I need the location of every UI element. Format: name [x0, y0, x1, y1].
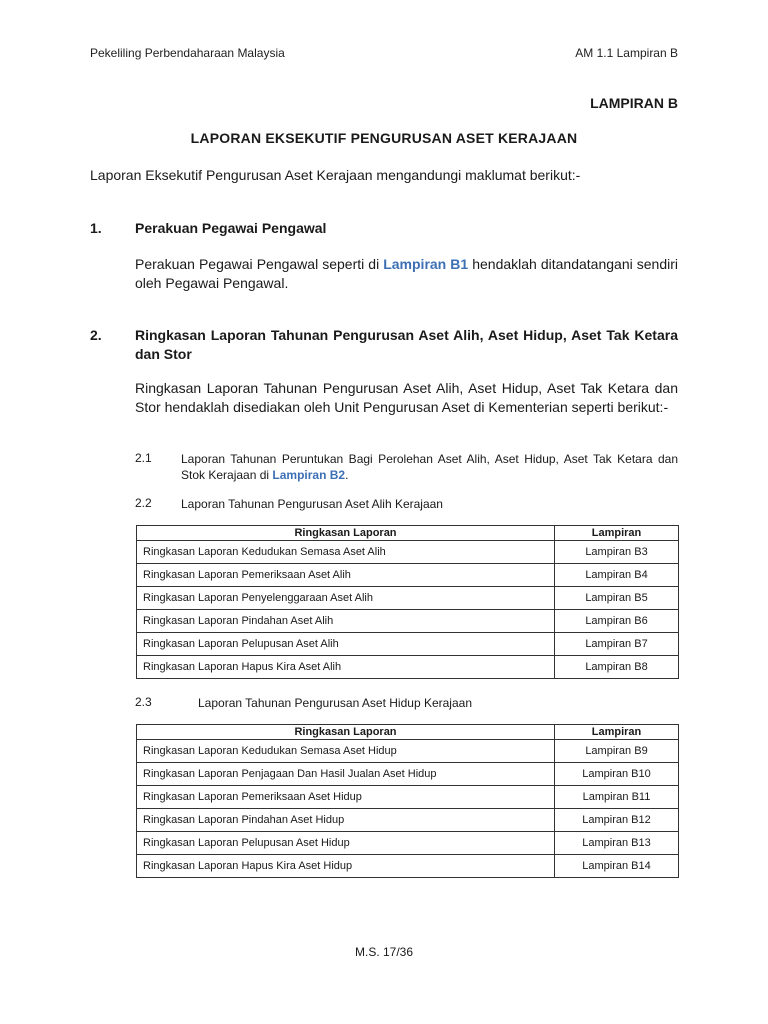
cell-lampiran: Lampiran B6	[555, 610, 679, 633]
cell-report: Ringkasan Laporan Pelupusan Aset Alih	[137, 633, 555, 656]
sub-2-3-text: Laporan Tahunan Pengurusan Aset Hidup Kerajaan	[198, 696, 472, 710]
intro-text: Laporan Eksekutif Pengurusan Aset Kerajaan mengandungi maklumat berikut:-	[90, 167, 581, 183]
cell-report: Ringkasan Laporan Pindahan Aset Alih	[137, 610, 555, 633]
table-row	[137, 541, 679, 564]
section-1-text-after: hendaklah ditandatangani sendiri oleh Pegawai Pengawal.	[135, 256, 678, 291]
page-number: M.S. 17/36	[354, 945, 414, 959]
cell-report: Ringkasan Laporan Penjagaan Dan Hasil Jualan Aset Hidup	[137, 763, 555, 786]
col-header-lampiran: Lampiran	[555, 526, 679, 541]
table-row	[137, 564, 679, 587]
col-header-ringkasan: Ringkasan Laporan	[137, 526, 555, 541]
cell-lampiran: Lampiran B12	[555, 809, 679, 832]
table-aset-alih	[136, 525, 679, 679]
cell-lampiran: Lampiran B10	[555, 763, 679, 786]
lampiran-b1-link[interactable]: Lampiran B1	[383, 256, 469, 272]
cell-lampiran: Lampiran B5	[555, 587, 679, 610]
col-header-ringkasan: Ringkasan Laporan	[137, 725, 555, 740]
header-right: AM 1.1 Lampiran B	[575, 46, 678, 60]
cell-report: Ringkasan Laporan Kedudukan Semasa Aset Alih	[137, 541, 555, 564]
table-header-row	[137, 526, 679, 541]
cell-report: Ringkasan Laporan Penyelenggaraan Aset Alih	[137, 587, 555, 610]
cell-lampiran: Lampiran B8	[555, 656, 679, 679]
sub-2-1-text-before: Laporan Tahunan Peruntukan Bagi Perolehan Aset Alih, Aset Hidup, Aset Tak Ketara dan Stok Kerajaan di	[181, 452, 678, 482]
section-2-title: Ringkasan Laporan Tahunan Pengurusan Aset Alih, Aset Hidup, Aset Tak Ketara dan Stor	[135, 327, 678, 362]
cell-lampiran: Lampiran B9	[555, 740, 679, 763]
cell-report: Ringkasan Laporan Pindahan Aset Hidup	[137, 809, 555, 832]
section-1-text-before: Perakuan Pegawai Pengawal seperti di	[135, 256, 384, 272]
table-row	[137, 740, 679, 763]
table-row	[137, 587, 679, 610]
cell-report: Ringkasan Laporan Hapus Kira Aset Alih	[137, 656, 555, 679]
cell-lampiran: Lampiran B4	[555, 564, 679, 587]
table-header-row	[137, 725, 679, 740]
table-row	[137, 763, 679, 786]
sub-2-2-number: 2.2	[135, 496, 152, 510]
cell-lampiran: Lampiran B7	[555, 633, 679, 656]
cell-report: Ringkasan Laporan Kedudukan Semasa Aset Hidup	[137, 740, 555, 763]
cell-report: Ringkasan Laporan Pemeriksaan Aset Alih	[137, 564, 555, 587]
table-row	[137, 633, 679, 656]
section-2-number: 2.	[90, 327, 102, 343]
section-2-text: Ringkasan Laporan Tahunan Pengurusan Aset Alih, Aset Hidup, Aset Tak Ketara dan Stor hendaklah disediakan oleh Unit Pengurusan Aset di Kementerian seperti berikut:-	[135, 380, 678, 415]
table-row	[137, 855, 679, 878]
sub-2-3-number: 2.3	[135, 695, 152, 709]
header-left: Pekeliling Perbendaharaan Malaysia	[90, 46, 285, 60]
cell-lampiran: Lampiran B14	[555, 855, 679, 878]
cell-report: Ringkasan Laporan Pelupusan Aset Hidup	[137, 832, 555, 855]
section-1-number: 1.	[90, 220, 102, 236]
table-row	[137, 786, 679, 809]
cell-lampiran: Lampiran B11	[555, 786, 679, 809]
lampiran-label: LAMPIRAN B	[590, 95, 678, 111]
cell-report: Ringkasan Laporan Pemeriksaan Aset Hidup	[137, 786, 555, 809]
table-row	[137, 832, 679, 855]
sub-2-1-text	[181, 451, 678, 483]
table-aset-hidup	[136, 724, 679, 878]
sub-2-1-number: 2.1	[135, 451, 152, 465]
document-title: LAPORAN EKSEKUTIF PENGURUSAN ASET KERAJAAN	[190, 130, 578, 146]
lampiran-b2-link[interactable]: Lampiran B2	[272, 468, 346, 482]
cell-lampiran: Lampiran B13	[555, 832, 679, 855]
sub-2-1-text-after: .	[345, 468, 349, 482]
col-header-lampiran: Lampiran	[555, 725, 679, 740]
table-row	[137, 809, 679, 832]
cell-lampiran: Lampiran B3	[555, 541, 679, 564]
table-row	[137, 610, 679, 633]
section-1-text	[135, 255, 678, 293]
sub-2-2-text: Laporan Tahunan Pengurusan Aset Alih Kerajaan	[181, 497, 443, 511]
table-row	[137, 656, 679, 679]
cell-report: Ringkasan Laporan Hapus Kira Aset Hidup	[137, 855, 555, 878]
section-1-title: Perakuan Pegawai Pengawal	[135, 220, 327, 236]
